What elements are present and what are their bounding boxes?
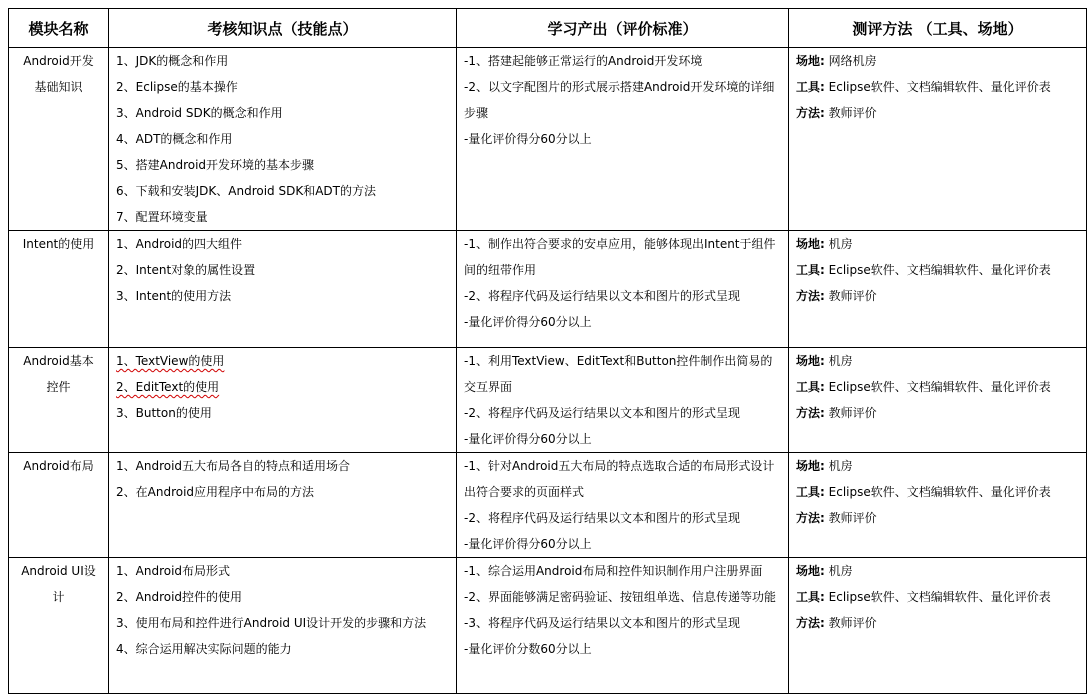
way-value: 教师评价	[828, 406, 877, 420]
header-row	[9, 9, 1087, 48]
venue-label: 场地:	[796, 564, 825, 578]
knowledge-cell	[109, 48, 457, 231]
way-value: 教师评价	[828, 616, 877, 630]
table-row	[9, 453, 1087, 558]
output-item: -2、将程序代码及运行结果以文本和图片的形式呈现	[464, 289, 740, 303]
method-cell	[789, 453, 1087, 558]
output-item: -2、将程序代码及运行结果以文本和图片的形式呈现	[464, 511, 740, 525]
way-value: 教师评价	[828, 106, 877, 120]
output-item: -量化评价分数60分以上	[464, 642, 592, 656]
venue-label: 场地:	[796, 354, 825, 368]
method-cell	[789, 558, 1087, 694]
tool-label: 工具:	[796, 590, 825, 604]
knowledge-item: 7、配置环境变量	[116, 210, 208, 224]
output-cell	[457, 231, 789, 348]
output-item: -2、以文字配图片的形式展示搭建Android开发环境的详细步骤	[464, 80, 775, 120]
header-output: 学习产出（评价标准）	[457, 9, 789, 48]
knowledge-item: 4、综合运用解决实际问题的能力	[116, 642, 292, 656]
method-venue	[796, 348, 1080, 374]
method-tool	[796, 584, 1080, 610]
output-item: -2、将程序代码及运行结果以文本和图片的形式呈现	[464, 406, 740, 420]
output-cell	[457, 558, 789, 694]
output-item: -1、搭建起能够正常运行的Android开发环境	[464, 54, 703, 68]
tool-value: Eclipse软件、文档编辑软件、量化评价表	[828, 80, 1051, 94]
knowledge-item: 2、Android控件的使用	[116, 590, 243, 604]
knowledge-item: 2、Eclipse的基本操作	[116, 80, 238, 94]
output-cell	[457, 348, 789, 453]
knowledge-item: 1、JDK的概念和作用	[116, 54, 229, 68]
venue-value: 机房	[828, 237, 853, 251]
way-label: 方法:	[796, 616, 825, 630]
tool-value: Eclipse软件、文档编辑软件、量化评价表	[828, 263, 1051, 277]
method-venue	[796, 558, 1080, 584]
tool-value: Eclipse软件、文档编辑软件、量化评价表	[828, 590, 1051, 604]
method-cell	[789, 231, 1087, 348]
output-item: -量化评价得分60分以上	[464, 432, 592, 446]
header-knowledge: 考核知识点（技能点）	[109, 9, 457, 48]
table-row	[9, 558, 1087, 694]
module-name-line: Android基本	[23, 354, 94, 368]
knowledge-item: 3、Button的使用	[116, 406, 212, 420]
output-item: -1、针对Android五大布局的特点选取合适的布局形式设计出符合要求的页面样式	[464, 459, 775, 499]
way-label: 方法:	[796, 289, 825, 303]
method-cell	[789, 348, 1087, 453]
method-tool	[796, 374, 1080, 400]
knowledge-cell	[109, 231, 457, 348]
method-way	[796, 400, 1080, 426]
module-cell	[9, 453, 109, 558]
knowledge-item: 1、Android布局形式	[116, 564, 231, 578]
knowledge-item: 2、EditText的使用	[116, 380, 220, 394]
output-item: -量化评价得分60分以上	[464, 537, 592, 551]
knowledge-item: 3、Android SDK的概念和作用	[116, 106, 283, 120]
header-module: 模块名称	[9, 9, 109, 48]
knowledge-item: 1、TextView的使用	[116, 354, 225, 368]
assessment-table	[8, 8, 1087, 694]
knowledge-item: 1、Android五大布局各自的特点和适用场合	[116, 459, 351, 473]
tool-label: 工具:	[796, 263, 825, 277]
output-item: -2、界面能够满足密码验证、按钮组单选、信息传递等功能	[464, 590, 776, 604]
table-row	[9, 48, 1087, 231]
way-label: 方法:	[796, 106, 825, 120]
venue-value: 网络机房	[828, 54, 877, 68]
method-way	[796, 283, 1080, 309]
module-name-line: Android UI设	[21, 564, 96, 578]
way-label: 方法:	[796, 406, 825, 420]
output-cell	[457, 48, 789, 231]
module-cell	[9, 231, 109, 348]
tool-label: 工具:	[796, 485, 825, 499]
output-cell	[457, 453, 789, 558]
output-item: -1、制作出符合要求的安卓应用，能够体现出Intent于组件间的纽带作用	[464, 237, 776, 277]
way-label: 方法:	[796, 511, 825, 525]
table-row	[9, 348, 1087, 453]
method-way	[796, 505, 1080, 531]
venue-label: 场地:	[796, 459, 825, 473]
output-item: -1、综合运用Android布局和控件知识制作用户注册界面	[464, 564, 763, 578]
tool-value: Eclipse软件、文档编辑软件、量化评价表	[828, 485, 1051, 499]
output-item: -量化评价得分60分以上	[464, 315, 592, 329]
module-name-line: 控件	[46, 380, 71, 394]
knowledge-item: 3、Intent的使用方法	[116, 289, 232, 303]
knowledge-cell	[109, 348, 457, 453]
method-venue	[796, 48, 1080, 74]
tool-label: 工具:	[796, 80, 825, 94]
output-item: -量化评价得分60分以上	[464, 132, 592, 146]
module-name-line: 计	[52, 590, 65, 604]
method-venue	[796, 231, 1080, 257]
method-way	[796, 100, 1080, 126]
knowledge-item: 1、Android的四大组件	[116, 237, 243, 251]
header-method: 测评方法 （工具、场地）	[789, 9, 1087, 48]
module-cell	[9, 48, 109, 231]
output-item: -1、利用TextView、EditText和Button控件制作出简易的交互界面	[464, 354, 773, 394]
knowledge-cell	[109, 558, 457, 694]
method-venue	[796, 453, 1080, 479]
knowledge-item: 4、ADT的概念和作用	[116, 132, 233, 146]
knowledge-item: 3、使用布局和控件进行Android UI设计开发的步骤和方法	[116, 616, 427, 630]
venue-label: 场地:	[796, 237, 825, 251]
way-value: 教师评价	[828, 511, 877, 525]
table-row	[9, 231, 1087, 348]
venue-value: 机房	[828, 354, 853, 368]
way-value: 教师评价	[828, 289, 877, 303]
module-cell	[9, 348, 109, 453]
knowledge-item: 6、下载和安装JDK、Android SDK和ADT的方法	[116, 184, 376, 198]
module-name-line: Android布局	[23, 459, 94, 473]
method-cell	[789, 48, 1087, 231]
module-name-line: 基础知识	[34, 80, 83, 94]
tool-value: Eclipse软件、文档编辑软件、量化评价表	[828, 380, 1051, 394]
knowledge-item: 5、搭建Android开发环境的基本步骤	[116, 158, 315, 172]
knowledge-item: 2、在Android应用程序中布局的方法	[116, 485, 315, 499]
venue-value: 机房	[828, 564, 853, 578]
tool-label: 工具:	[796, 380, 825, 394]
venue-value: 机房	[828, 459, 853, 473]
venue-label: 场地:	[796, 54, 825, 68]
method-tool	[796, 257, 1080, 283]
knowledge-item: 2、Intent对象的属性设置	[116, 263, 256, 277]
module-name-line: Intent的使用	[22, 237, 95, 251]
module-name-line: Android开发	[23, 54, 94, 68]
output-item: -3、将程序代码及运行结果以文本和图片的形式呈现	[464, 616, 740, 630]
method-tool	[796, 74, 1080, 100]
method-tool	[796, 479, 1080, 505]
method-way	[796, 610, 1080, 636]
module-cell	[9, 558, 109, 694]
knowledge-cell	[109, 453, 457, 558]
